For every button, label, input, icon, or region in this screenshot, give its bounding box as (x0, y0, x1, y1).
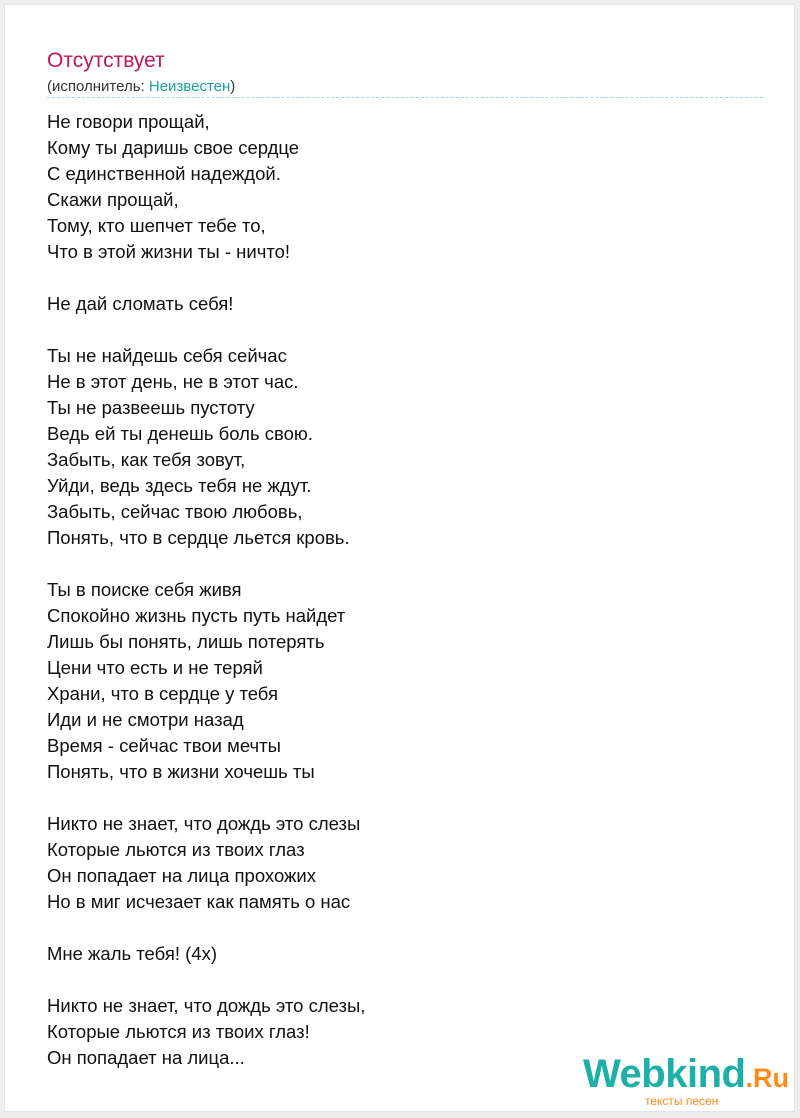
logo-domain: .Ru (745, 1063, 789, 1093)
lyric-line: Но в миг исчезает как память о нас (47, 891, 351, 912)
lyric-line: Тому, кто шепчет тебе то, (47, 215, 266, 236)
lyric-line: Понять, что в жизни хочешь ты (47, 761, 315, 782)
lyric-line: Которые льются из твоих глаз! (47, 1021, 310, 1042)
stanza-break (47, 785, 365, 811)
stanza-break (47, 551, 365, 577)
lyric-line: Храни, что в сердце у тебя (47, 683, 279, 704)
lyric-line: Ведь ей ты денешь боль свою. (47, 423, 313, 444)
site-logo[interactable] (583, 1052, 789, 1108)
lyric-line: Не в этот день, не в этот час. (47, 371, 299, 392)
stanza-break (47, 967, 365, 993)
lyric-line: Он попадает на лица прохожих (47, 865, 316, 886)
lyric-line: Скажи прощай, (47, 189, 179, 210)
lyric-line: Цени что есть и не теряй (47, 657, 263, 678)
lyric-line: Никто не знает, что дождь это слезы (47, 813, 361, 834)
lyric-line: Ты не развеешь пустоту (47, 397, 255, 418)
lyric-line: С единственной надеждой. (47, 163, 281, 184)
lyric-line: Лишь бы понять, лишь потерять (47, 631, 325, 652)
lyric-line: Никто не знает, что дождь это слезы, (47, 995, 366, 1016)
lyric-line: Время - сейчас твои мечты (47, 735, 281, 756)
song-title: Отсутствует (47, 49, 165, 72)
lyric-line: Понять, что в сердце льется кровь. (47, 527, 350, 548)
lyric-line: Не говори прощай, (47, 111, 210, 132)
lyric-line: Он попадает на лица... (47, 1047, 245, 1068)
lyric-line: Которые льются из твоих глаз (47, 839, 305, 860)
lyric-line: Что в этой жизни ты - ничто! (47, 241, 291, 262)
stanza-break (47, 915, 365, 941)
artist-suffix: ) (230, 78, 236, 95)
lyric-line: Иди и не смотри назад (47, 709, 244, 730)
lyric-line: Уйди, ведь здесь тебя не ждут. (47, 475, 312, 496)
artist-link[interactable]: Неизвестен (148, 78, 231, 95)
lyric-line: Ты не найдешь себя сейчас (47, 345, 287, 366)
lyric-line: Не дай сломать себя! (47, 293, 234, 314)
lyric-line: Мне жаль тебя! (4х) (47, 943, 217, 964)
lyric-line: Забыть, сейчас твою любовь, (47, 501, 303, 522)
lyrics-sheet (4, 4, 795, 1112)
stanza-break (47, 317, 365, 343)
artist-prefix: (исполнитель: (47, 78, 149, 95)
logo-wordmark: Webkind (583, 1052, 746, 1096)
lyric-line: Забыть, как тебя зовут, (47, 449, 246, 470)
stanza-break (47, 265, 365, 291)
lyric-line: Кому ты даришь свое сердце (47, 137, 300, 158)
title-divider (47, 97, 763, 98)
lyrics-text (47, 109, 365, 1071)
lyric-line: Спокойно жизнь пусть путь найдет (47, 605, 346, 626)
artist-line (47, 78, 235, 95)
lyric-line: Ты в поиске себя живя (47, 579, 242, 600)
logo-tagline: тексты песен (645, 1094, 719, 1108)
